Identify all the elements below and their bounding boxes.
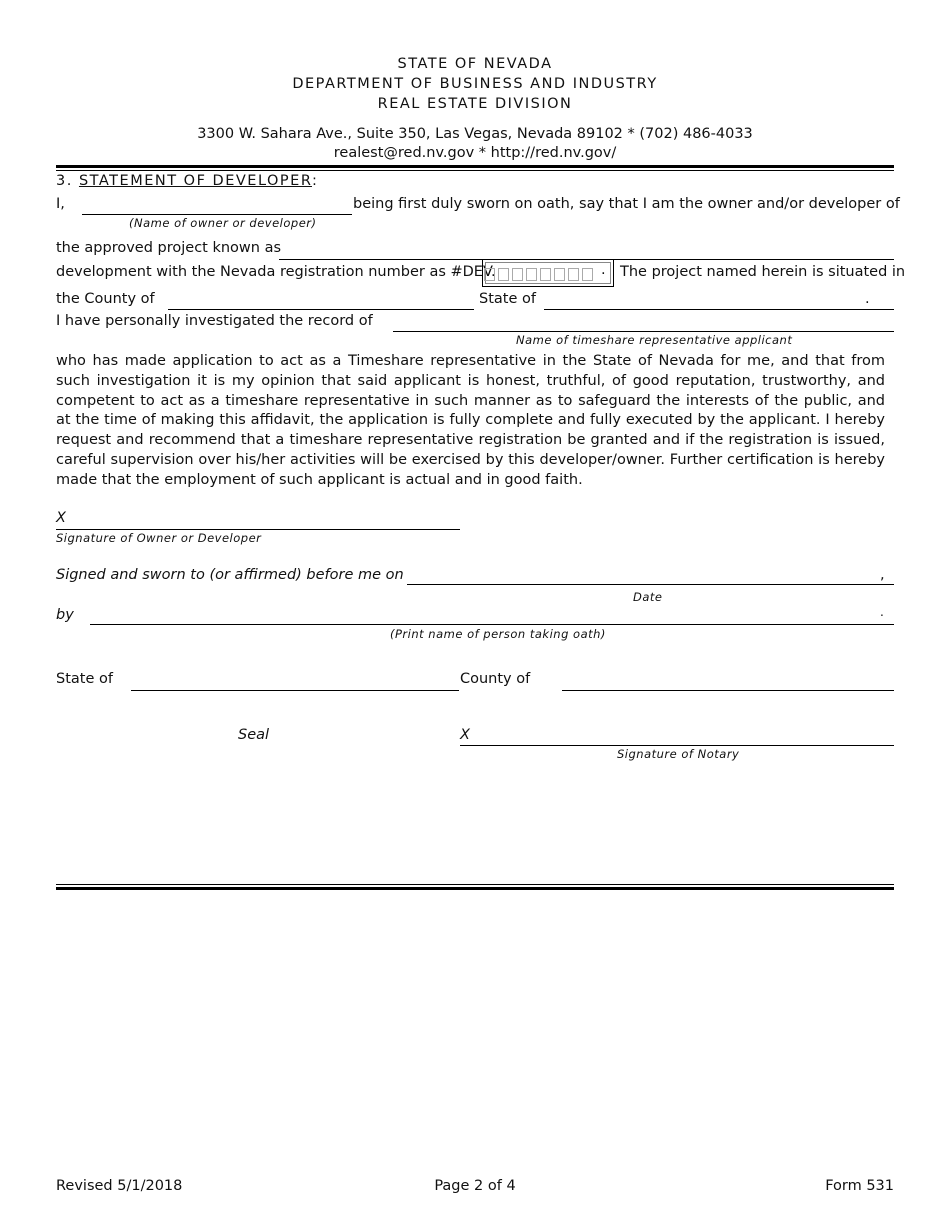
header-rule-thin [56,170,894,171]
header-department: DEPARTMENT OF BUSINESS AND INDUSTRY [292,76,658,92]
owner-signature-field[interactable] [56,529,460,530]
section-heading [56,173,318,189]
notary-signature-x: X [460,727,470,743]
header-address: 3300 W. Sahara Ave., Suite 350, Las Vegas, Nevada 89102 * (702) 486-4033 [197,126,753,142]
dev-number-dot: . [601,262,606,278]
print-name-caption: (Print name of person taking oath) [390,627,606,641]
dev-registration-label: development with the Nevada registration number as #DEV. [56,264,496,280]
i-label: I, [56,196,65,212]
notary-signature-field[interactable] [460,745,894,746]
section-number: 3. [56,173,73,189]
owner-signature-x: X [56,510,66,526]
date-caption: Date [633,590,663,604]
situated-text: The project named herein is situated in [620,264,906,280]
state-period: . [865,291,870,307]
seal-label: Seal [238,727,270,743]
footer-rule-thin [56,884,894,885]
state-field[interactable] [544,309,894,310]
owner-name-field[interactable] [82,214,352,215]
statement-paragraph: who has made application to act as a Timeshare representative in the State of Nevada for me, and that from such investigation it is my opinion that said applicant is honest, truthful, of good reputation, trustworthy, and competent to act as a timeshare representative in such manner as to safeguard the interests of the public, and at the time of making this affidavit, the application is fully complete and fully executed by the applicant. I hereby request and recommend that a timeshare representative registration be granted and if the registration is issued, careful supervision over his/her activities will be exercised by this developer/owner. Further certification is hereby made that the employment of such applicant is actual and in good faith. [56,353,885,488]
county-field[interactable] [168,309,474,310]
applicant-caption: Name of timeshare representative applicant [516,333,793,347]
dev-digit-box [582,268,593,281]
dev-digit-box [498,268,509,281]
header-state: STATE OF NEVADA [397,56,553,72]
dev-digit-box [484,268,495,281]
by-label: by [56,607,74,623]
sworn-label: Signed and sworn to (or affirmed) before me on [56,567,404,583]
project-label: the approved project known as [56,240,282,256]
section-colon: : [311,173,319,189]
notary-signature-caption: Signature of Notary [617,747,740,761]
header-division: REAL ESTATE DIVISION [377,96,573,112]
header-rule-thick [56,165,894,168]
applicant-name-field[interactable] [393,331,894,332]
owner-signature-caption: Signature of Owner or Developer [56,531,262,545]
oath-person-field[interactable] [90,624,894,625]
dev-digit-box [554,268,565,281]
dev-digit-box [512,268,523,281]
dev-digit-box [540,268,551,281]
investigated-label: I have personally investigated the record of [56,313,373,329]
header-contact: realest@red.nv.gov * http://red.nv.gov/ [333,145,617,161]
sworn-comma: , [880,567,885,583]
dev-digit-box [568,268,579,281]
footer-revised: Revised 5/1/2018 [56,1178,183,1194]
footer-rule-thick [56,887,894,890]
sworn-text: being first duly sworn on oath, say that I am the owner and/or developer of [353,196,900,212]
footer-form: Form 531 [825,1178,894,1194]
by-period: . [880,605,884,619]
sworn-date-field[interactable] [407,584,894,585]
notary-county-label: County of [460,671,531,687]
state-label: State of [479,291,536,307]
dev-number-boxes [484,264,596,283]
owner-name-caption: (Name of owner or developer) [129,216,317,230]
footer-page: Page 2 of 4 [434,1178,516,1194]
dev-digit-box [526,268,537,281]
section-title: STATEMENT OF DEVELOPER [78,173,312,189]
notary-state-field[interactable] [131,690,459,691]
notary-state-label: State of [56,671,113,687]
county-label: the County of [56,291,155,307]
notary-county-field[interactable] [562,690,894,691]
